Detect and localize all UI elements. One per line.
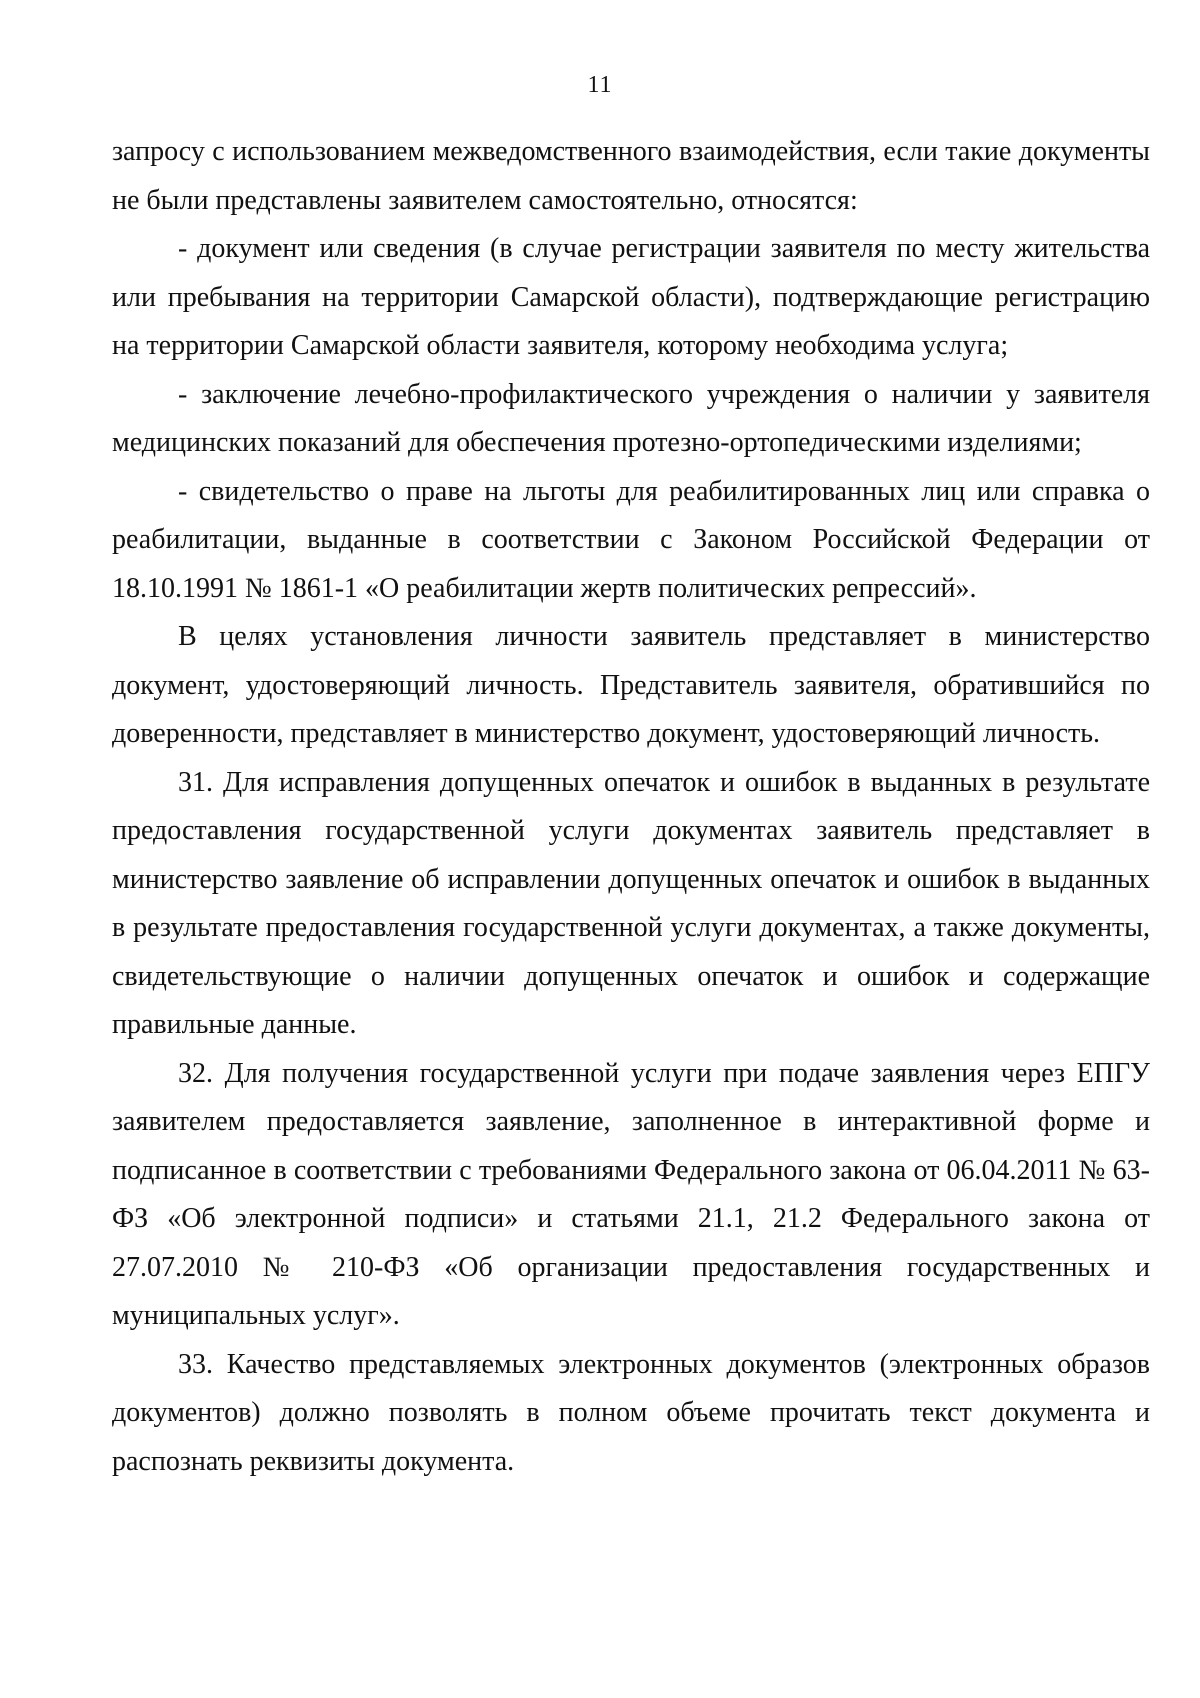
list-item-rehabilitation-certificate: - свидетельство о праве на льготы для реабилитированных лиц или справка о реабилитации, выданные в соответствии с Законом Российской Федерации от 18.10.1991 № 1861-1 «О реабилитации жертв политических репрессий». — [112, 475, 1150, 604]
paragraph-clause-32: 32. Для получения государственной услуги при подаче заявления через ЕПГУ заявителем предоставляется заявление, заполненное в интерактивной форме и подписанное в соответствии с требованиями Федерального закона от 06.04.2011 № 63-ФЗ «Об электронной подписи» и статьями 21.1, 21.2 Федерального закона от 27.07.2010 № 210-ФЗ «Об организации предоставления государственных и муниципальных услуг». — [112, 1057, 1150, 1331]
page-number: 11 — [587, 72, 613, 98]
paragraph-clause-31: 31. Для исправления допущенных опечаток и ошибок в выданных в результате предоставления государственной услуги документах заявитель представляет в министерство заявление об исправлении допущенных опечаток и ошибок в выданных в результате предоставления государственной услуги документах, а также документы, свидетельствующие о наличии допущенных опечаток и ошибок и содержащие правильные данные. — [112, 766, 1150, 1040]
paragraph-identity-verification: В целях установления личности заявитель представляет в министерство документ, удостоверяющий личность. Представитель заявителя, обратившийся по доверенности, представляет в министерство документ, удостоверяющий личность. — [112, 621, 1150, 749]
document-body — [112, 128, 1150, 1486]
list-item-medical-conclusion: - заключение лечебно-профилактического учреждения о наличии у заявителя медицинских показаний для обеспечения протезно-ортопедическими изделиями; — [112, 378, 1150, 458]
list-item-registration-document: - документ или сведения (в случае регистрации заявителя по месту жительства или пребывания на территории Самарской области), подтверждающие регистрацию на территории Самарской области заявителя, которому необходима услуга; — [112, 233, 1150, 361]
paragraph-clause-33: 33. Качество представляемых электронных документов (электронных образов документов) должно позволять в полном объеме прочитать текст документа и распознать реквизиты документа. — [112, 1348, 1150, 1477]
paragraph-continuation: запросу с использованием межведомственного взаимодействия, если такие документы не были представлены заявителем самостоятельно, относятся: — [112, 136, 1150, 216]
